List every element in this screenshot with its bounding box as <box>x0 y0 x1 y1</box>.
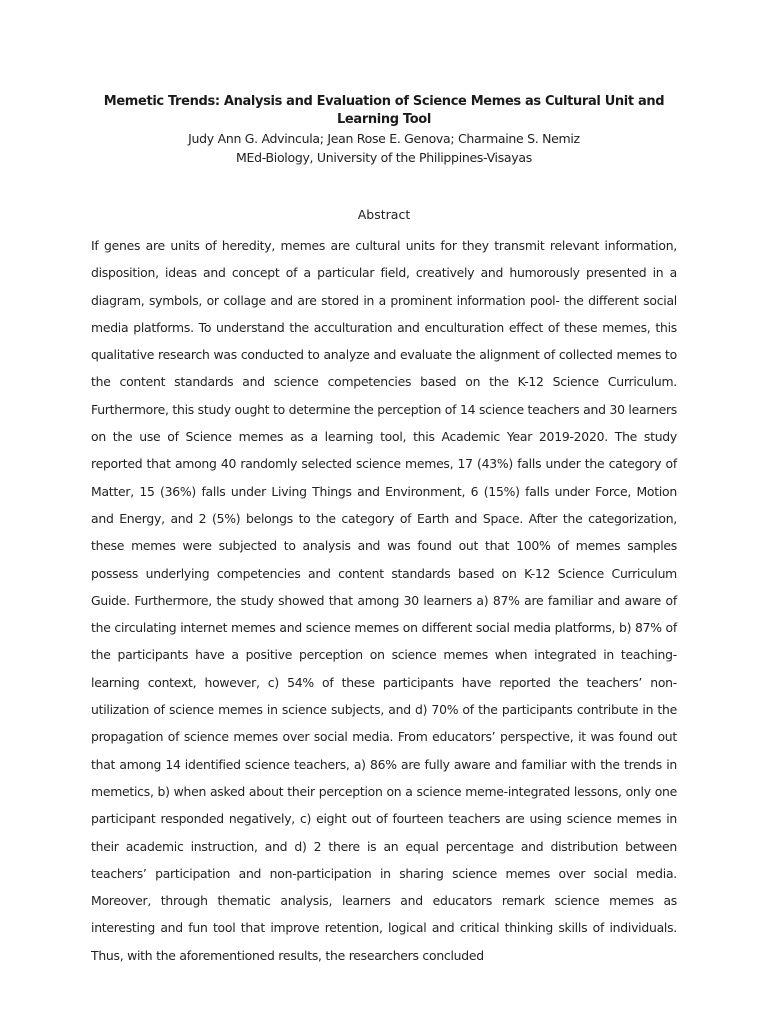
paper-authors: Judy Ann G. Advincula; Jean Rose E. Genova; Charmaine S. Nemiz <box>188 131 580 146</box>
abstract-body: If genes are units of heredity, memes are cultural units for they transmit relevant information, disposition, ideas and concept of a particular field, creatively and humorously presented in a diagram, symbols, or collage and are stored in a prominent information pool- the different social media platforms. To understand the acculturation and enculturation effect of these memes, this qualitative research was conducted to analyze and evaluate the alignment of collected memes to the content standards and science competencies based on the K-12 Science Curriculum. Furthermore, this study ought to determine the perception of 14 science teachers and 30 learners on the use of Science memes as a learning tool, this Academic Year 2019-2020. The study reported that among 40 randomly selected science memes, 17 (43%) falls under the category of Matter, 15 (36%) falls under Living Things and Environment, 6 (15%) falls under Force, Motion and Energy, and 2 (5%) belongs to the category of Earth and Space. After the categorization, these memes were subjected to analysis and was found out that 100% of memes samples possess underlying competencies and content standards based on K-12 Science Curriculum Guide. Furthermore, the study showed that among 30 learners a) 87% are familiar and aware of the circulating internet memes and science memes on different social media platforms, b) 87% of the participants have a positive perception on science memes when integrated in teaching-learning context, however, c) 54% of these participants have reported the teachers’ non-utilization of science memes in science subjects, and d) 70% of the participants contribute in the propagation of science memes over social media. From educators’ perspective, it was found out that among 14 identified science teachers, a) 86% are fully aware and familiar with the trends in memetics, b) when asked about their perception on a science meme-integrated lessons, only one participant responded negatively, c) eight out of fourteen teachers are using science memes in their academic instruction, and d) 2 there is an equal percentage and distribution between teachers’ participation and non-participation in sharing science memes over social media. Moreover, through thematic analysis, learners and educators remark science memes as interesting and fun tool that improve retention, logical and critical thinking skills of individuals. Thus, with the aforementioned results, the researchers concluded <box>91 238 677 963</box>
abstract-heading: Abstract <box>357 207 411 222</box>
paper-title: Memetic Trends: Analysis and Evaluation of Science Memes as Cultural Unit and Learning Tool <box>103 94 665 127</box>
paper-affiliation: MEd-Biology, University of the Philippines-Visayas <box>236 150 532 165</box>
